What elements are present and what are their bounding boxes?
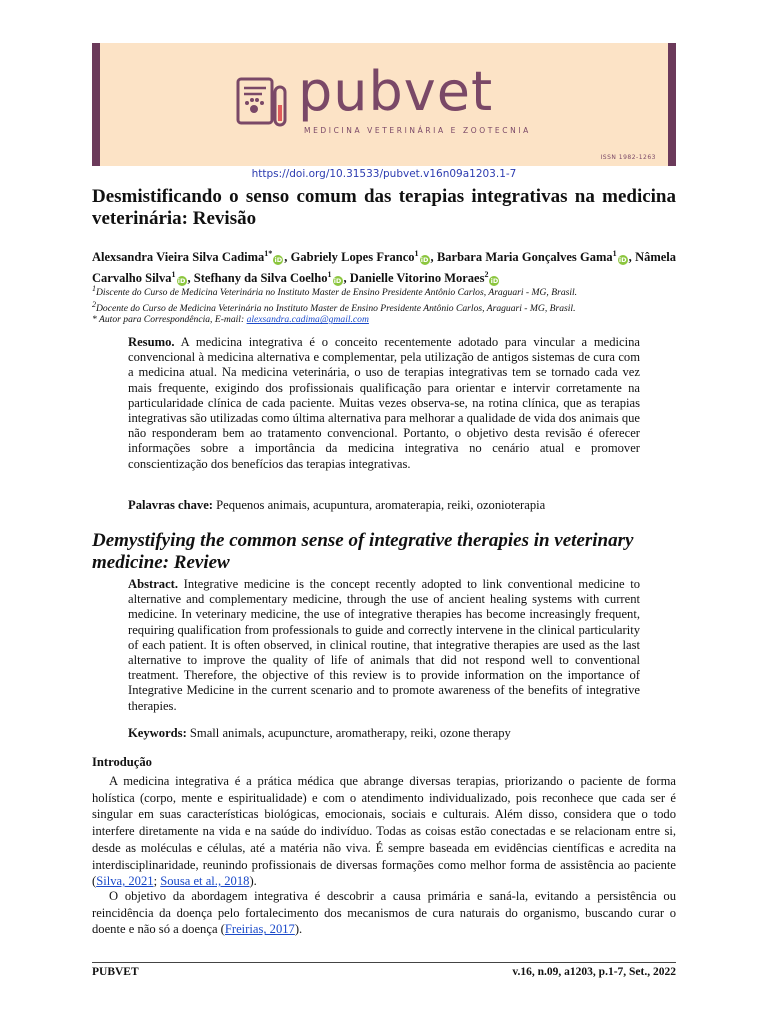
banner-right-bar xyxy=(668,43,676,166)
orcid-icon[interactable]: iD xyxy=(333,277,342,286)
author-name: Gabriely Lopes Franco xyxy=(290,250,415,265)
pubvet-logo-icon xyxy=(232,73,292,133)
abstract-text: Integrative medicine is the concept recently adopted to link conventional medicine to alternative and complementary medicine, through the use of ancient healing systems with current medicine. In veterinary medicine, the use of integrative therapies has become increasingly frequent, requiring qualification from professionals to guide and correctly intervene in the clinical particularity of each patient. It is often observed, in clinical routine, that integrative therapies are used as the last alternative to improve the quality of life of animals that did not respond well to conventional treatment. Therefore, the objective of this review is to provide information on the importance of Integrative Medicine in the current scenario and to promote awareness of the benefits of integrative therapies. xyxy=(128,577,640,713)
journal-banner xyxy=(92,43,676,166)
author-list: Alexsandra Vieira Silva Cadima$^{1*}$iD , Gabriely Lopes Franco$^1$iD , Barbara Maria Gonçalves Gama$^1$iD , Nâmela Carvalho Silva$^1$iD , Stefhany da Silva Coelho$^1$iD , Danielle Vitorino Moraes$^2$iD xyxy=(92,249,677,286)
keywords-label: Keywords: xyxy=(128,726,187,740)
email-link[interactable]: alexsandra.cadima@gmail.com xyxy=(246,314,369,326)
author-name: Danielle Vitorino Moraes xyxy=(349,271,485,286)
abstract-paragraph xyxy=(128,577,640,714)
orcid-icon[interactable]: iD xyxy=(618,256,627,265)
author-name: Nâmela Carvalho Silva xyxy=(92,250,677,286)
section-heading-introducao: Introdução xyxy=(92,755,152,769)
intro-paragraph-1: A medicina integrativa é a prática médica que abrange diversas terapias, priorizando o paciente de forma holística (corpo, mente e espiritualidade) e com o atendimento individualizado, pois reconhece que cada ser é singular em suas características biológicas, emocionais, sociais e culturais. Além disso, considera que o todo interfere diretamente na vida e na saúde do indivíduo. Todas as coisas estão conectadas e se relacionam entre si, desde as moléculas e células, até a matéria não viva. É sempre baseada em evidências científicas e acredita na interdisciplinaridade, reunindo profissionais de diversas formações como melhor forma de assistência ao paciente (Silva, 2021; Sousa et al., 2018). xyxy=(92,774,676,889)
affiliation-2: $^2$Docente do Curso de Medicina Veterinária no Instituto Master de Ensino Presidente Antônio Carlos, Araguari - MG, Brasil. xyxy=(92,299,576,314)
footer-journal: PUBVET xyxy=(92,966,139,978)
orcid-icon[interactable]: iD xyxy=(274,256,283,265)
author-sup: 1 xyxy=(327,270,332,280)
affiliation-1: $^1$Discente do Curso de Medicina Veterinária no Instituto Master de Ensino Presidente Antônio Carlos, Araguari - MG, Brasil. xyxy=(92,284,578,299)
palavras-text: Pequenos animais, acupuntura, aromaterapia, reiki, ozonioterapia xyxy=(213,498,546,512)
author-name: Barbara Maria Gonçalves Gama xyxy=(436,250,613,265)
citation-link[interactable]: Sousa et al., 2018 xyxy=(160,874,250,889)
pubvet-logo-text: pubvet xyxy=(298,60,494,123)
citation-link[interactable]: Silva, 2021 xyxy=(96,874,154,889)
orcid-icon[interactable]: iD xyxy=(420,256,429,265)
author-sup: 1 xyxy=(414,249,419,258)
author-sup: 1 xyxy=(612,249,617,258)
issn-label: ISSN 1982-1263 xyxy=(600,154,656,161)
palavras-chave xyxy=(128,498,640,513)
keywords-text: Small animals, acupuncture, aromatherapy, reiki, ozone therapy xyxy=(186,726,511,740)
author-name: Stefhany da Silva Coelho xyxy=(193,271,328,286)
pubvet-logo-subtitle: MEDICINA VETERINÁRIA E ZOOTECNIA xyxy=(304,126,531,135)
orcid-icon[interactable]: iD xyxy=(177,277,186,286)
footer-divider xyxy=(92,962,676,963)
abstract-label: Abstract. xyxy=(128,577,179,591)
author-sup: 1 xyxy=(171,270,176,280)
intro-paragraph-2: O objetivo da abordagem integrativa é descobrir a causa primária e saná-la, evitando a persistência ou reincidência da doença pelo fortalecimento dos mecanismos de cura naturais do organismo, buscando curar o doente e não só a doença (Freirias, 2017). xyxy=(92,889,676,937)
author-sup: 1* xyxy=(264,249,273,258)
author-sup: 2 xyxy=(484,270,489,280)
author-name: Alexsandra Vieira Silva Cadima xyxy=(92,250,265,265)
palavras-label: Palavras chave: xyxy=(128,498,213,512)
affiliations xyxy=(92,283,692,326)
citation-link[interactable]: Freirias, 2017 xyxy=(224,922,295,937)
footer-citation: v.16, n.09, a1203, p.1-7, Set., 2022 xyxy=(512,966,676,978)
orcid-icon[interactable]: iD xyxy=(490,277,499,286)
resumo-paragraph xyxy=(128,335,640,472)
resumo-text: A medicina integrativa é o conceito recentemente adotado para vincular a medicina convencional à medicina alternativa e complementar, pela utilização de antigos sistemas de cura com a medicina atual. Na medicina veterinária, o uso de terapias integrativas tem se tornado cada vez mais frequente, exigindo dos profissionais qualificação para orientar e intervir corretamente na particularidade clínica de cada paciente. Muitas vezes observa-se, na rotina clínica, que as terapias integrativas são utilizadas como última alternativa para melhorar a qualidade de vida dos animais que não responderam bem ao tratamento convencional. Portanto, o objetivo desta revisão é oferecer informações sobre a importância da medicina integrativa no cenário atual e promover conscientização dos benefícios das terapias integrativas. xyxy=(128,335,640,471)
correspondence: * Autor para Correspondência, E-mail: alexsandra.cadima@gmail.com xyxy=(92,314,369,326)
keywords xyxy=(128,726,640,741)
resumo-label: Resumo. xyxy=(128,335,175,349)
doi-link[interactable]: https://doi.org/10.31533/pubvet.v16n09a1203.1-7 xyxy=(251,168,517,180)
english-title: Demystifying the common sense of integrative therapies in veterinary medicine: Review xyxy=(92,530,634,573)
article-title: Desmistificando o senso comum das terapias integrativas na medicina veterinária: Revisão xyxy=(92,186,676,229)
banner-left-bar xyxy=(92,43,100,166)
